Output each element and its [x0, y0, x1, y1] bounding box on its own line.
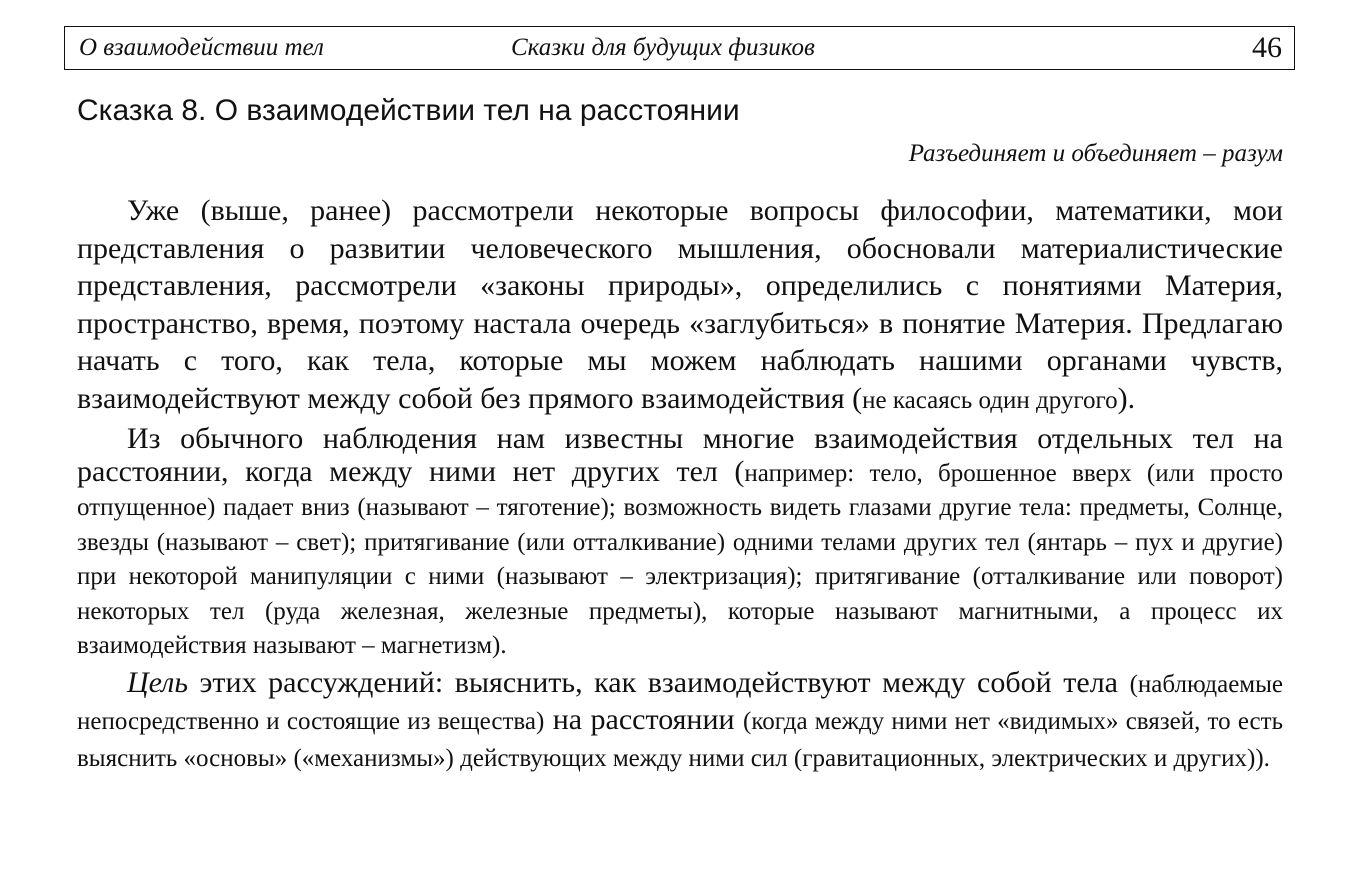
page-number: 46: [1252, 31, 1282, 64]
paragraph-3-main: этих рассуждений: выяснить, как взаимодействуют между собой тела: [187, 665, 1130, 699]
paragraph-2: [77, 423, 1283, 663]
paragraph-3-small-2: (когда между ними нет «видимых» связей, то есть выяснить «основы» («механизмы») действующих между ними сил (гравитационных, электрических и других)).: [77, 707, 1283, 772]
epigraph: Разъединяет и объединяет – разум: [908, 140, 1283, 167]
paragraph-2-small: например: тело, брошенное вверх (или просто отпущенное) падает вниз (называют – тяготение); возможность видеть глазами другие тела: предметы, Солнце, звезды (называют – свет); притягивание (или отталкивание) одними телами других тел (янтарь – пух и другие) при некоторой манипуляции с ними (называют – электризация); притягивание (отталкивание или поворот) некоторых тел (руда железная, железные предметы), которые называют магнитными, а процесс их взаимодействия называют – магнетизм).: [77, 459, 1283, 659]
body-text: [77, 192, 1283, 776]
paragraph-1: [77, 192, 1283, 419]
chapter-title: Сказка 8. О взаимодействии тел на расстоянии: [77, 94, 740, 127]
running-header-center: Сказки для будущих физиков: [511, 34, 815, 61]
paragraph-3-middle: на расстоянии: [544, 702, 744, 736]
paragraph-3: [77, 665, 1283, 776]
paragraph-1-tail: ).: [1117, 381, 1136, 415]
paragraph-2-main: Из обычного наблюдения нам известны многие взаимодействия отдельных тел на расстоянии, когда между ними нет других тел (: [77, 422, 1283, 488]
paragraph-1-main: Уже (выше, ранее) рассмотрели некоторые вопросы философии, математики, мои представления о развитии человеческого мышления, обосновали материалистические представления, рассмотрели «законы природы», определились с понятиями Материя, пространство, время, поэтому настала очередь «заглубиться» в понятие Материя. Предлагаю начать с того, как тела, которые мы можем наблюдать нашими органами чувств, взаимодействуют между собой без прямого взаимодействия (: [77, 194, 1283, 415]
running-header-left: О взаимодействии тел: [79, 34, 324, 61]
paragraph-3-small-1: (наблюдаемые непосредственно и состоящие из вещества): [77, 670, 1283, 735]
paragraph-1-small: не касаясь один другого: [862, 386, 1118, 414]
running-header: [64, 26, 1295, 70]
goal-word: Цель: [127, 665, 188, 699]
